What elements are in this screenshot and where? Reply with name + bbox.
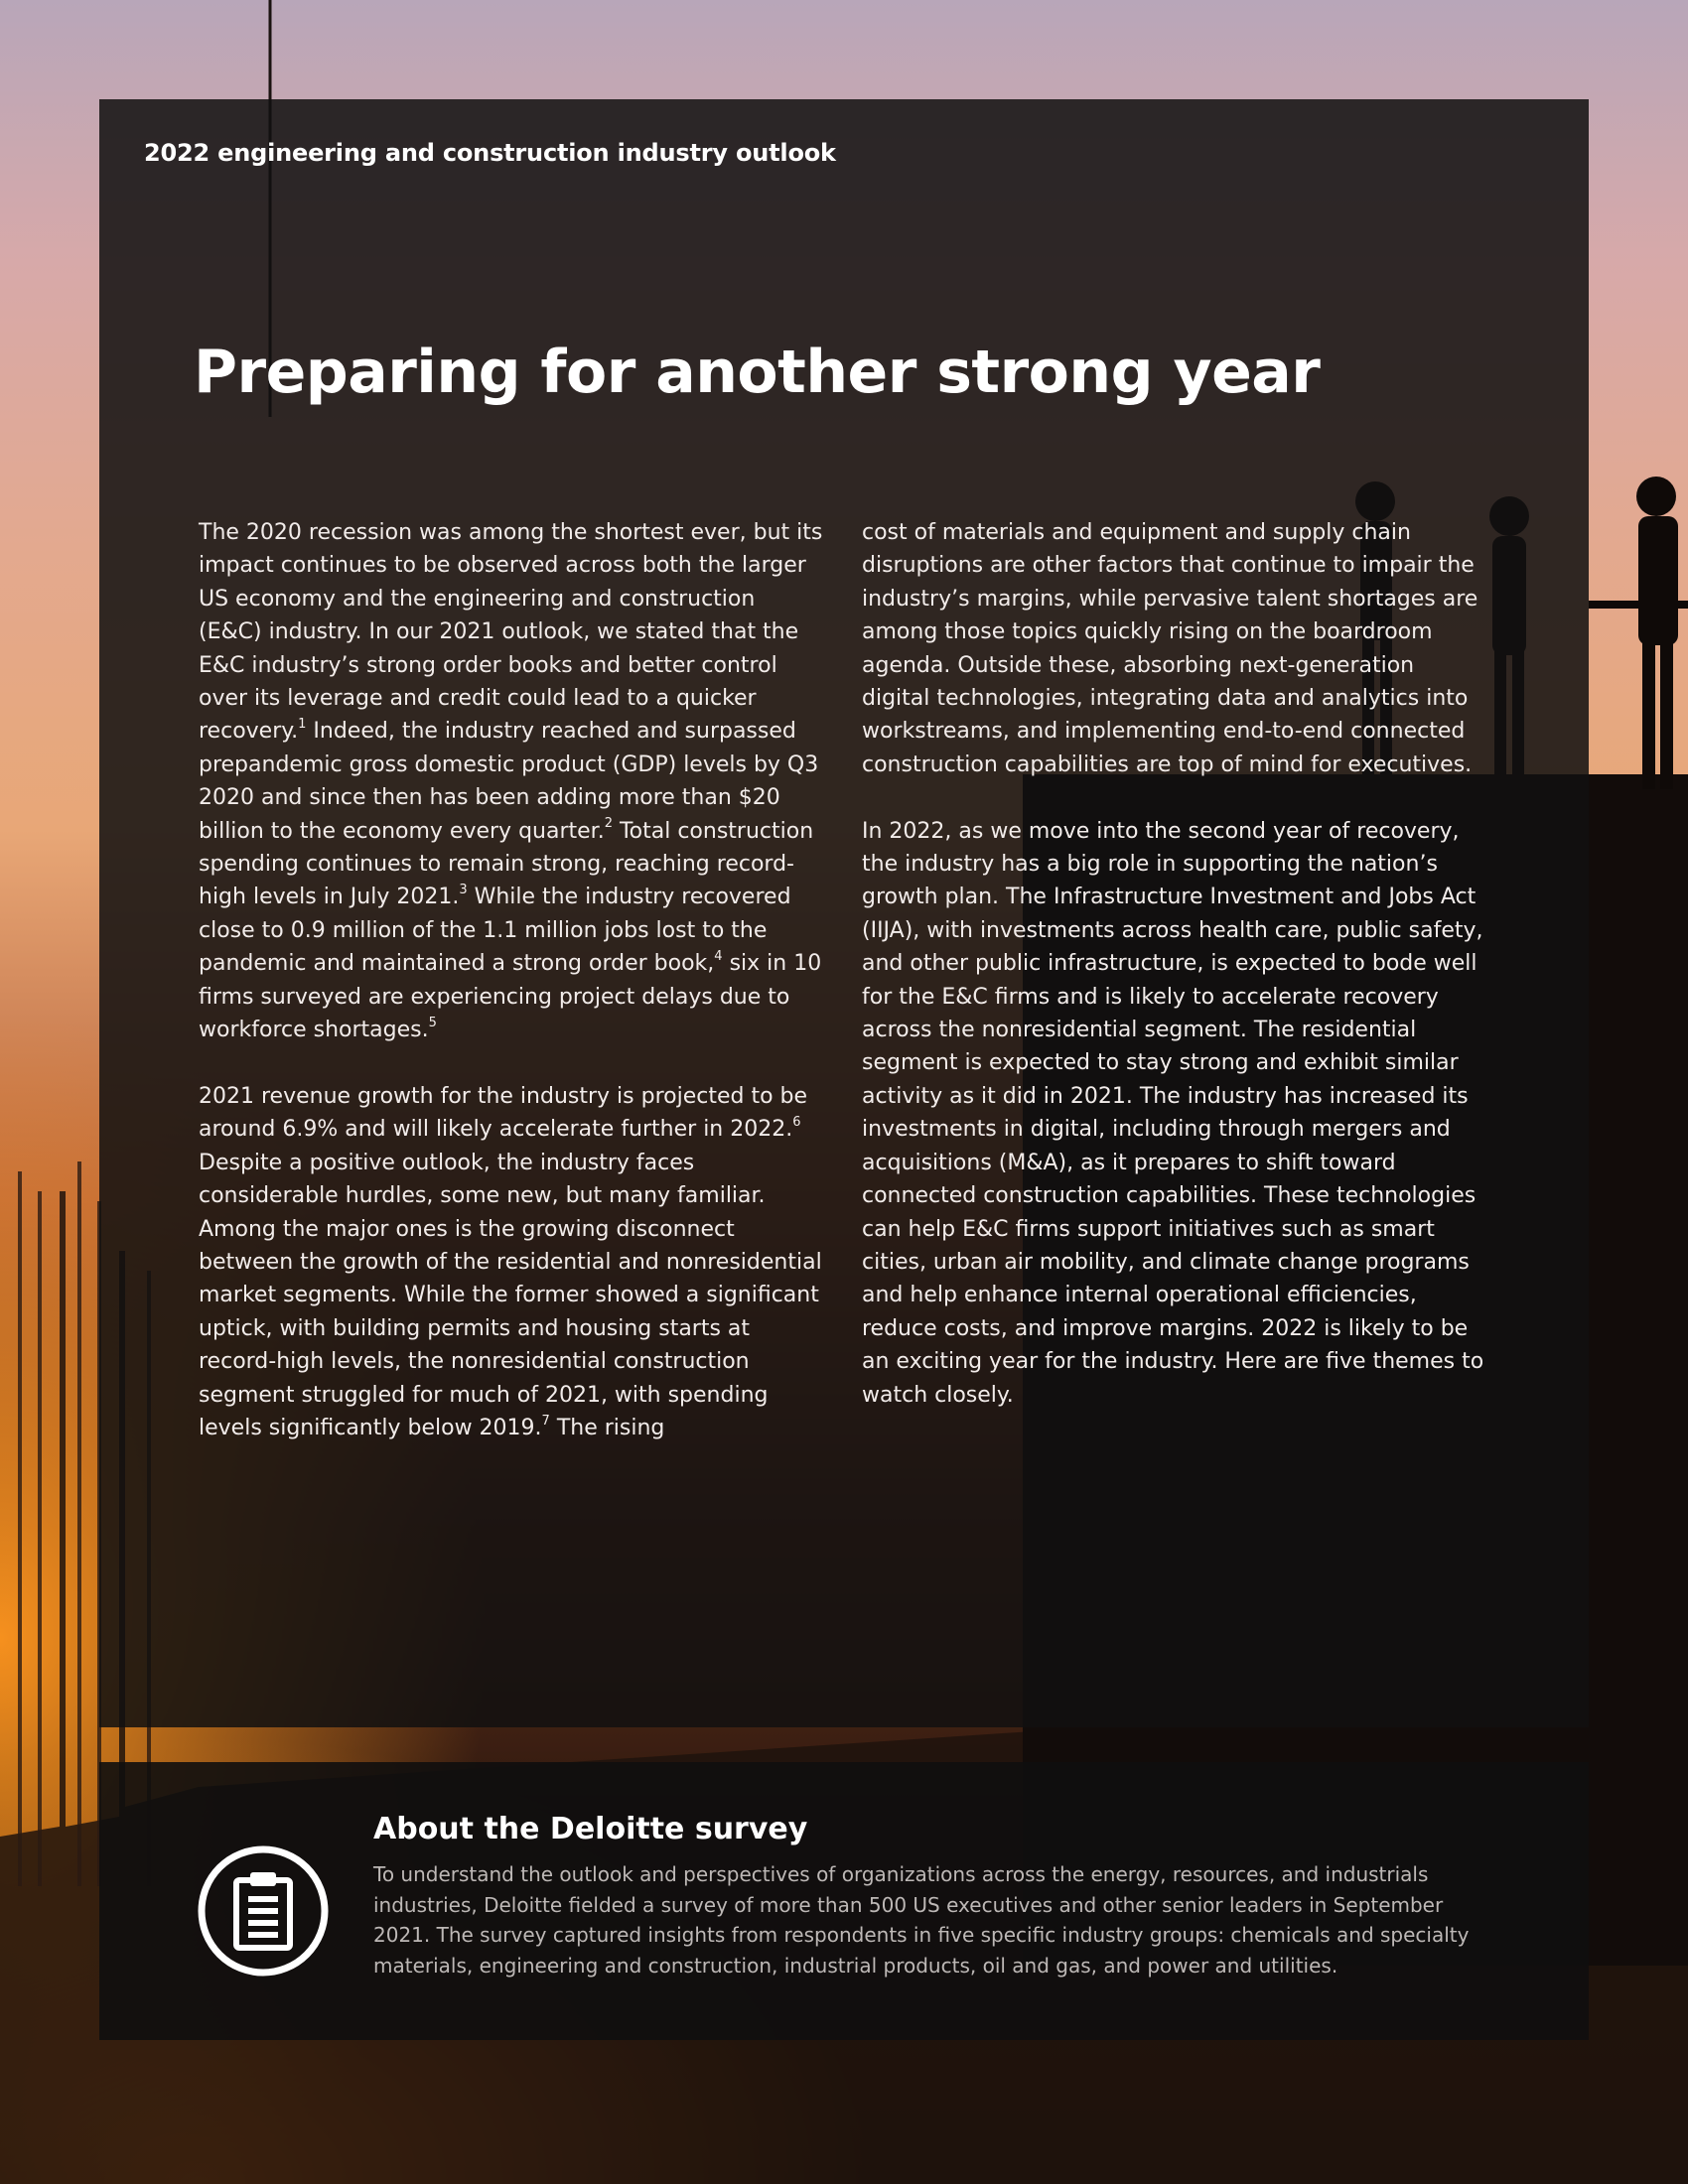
footnote-marker: 1 — [298, 717, 307, 733]
left-paragraph-2: 2021 revenue growth for the industry is projected to be around 6.9% and will likely accelerate further in 2022.$^6$ Despite a positive outlook, the industry faces considerable hurdles, some new, but many familiar. Among the major ones is the growing disconnect between the growth of the residential and nonresidential market segments. While the former showed a significant uptick, with building permits and housing starts at record-high levels, the nonresidential construction segment struggled for much of 2021, with spending levels significantly below 2019.$^7$ The rising — [199, 1083, 822, 1440]
survey-title: About the Deloitte survey — [373, 1812, 808, 1846]
running-header: 2022 engineering and construction industry outlook — [144, 139, 836, 167]
survey-body: To understand the outlook and perspectives of organizations across the energy, resources, and industrials industries, Deloitte fielded a survey of more than 500 US executives and other senior leaders in September 2021. The survey captured insights from respondents in five specific industry groups: chemicals and specialty materials, engineering and construction, industrial products, oil and gas, and power and utilities. — [373, 1862, 1470, 1978]
footnote-marker: 4 — [714, 948, 723, 964]
footnote-marker: 5 — [428, 1015, 437, 1030]
footnote-marker: 7 — [541, 1413, 550, 1429]
left-paragraph-1: The 2020 recession was among the shortest ever, but its impact continues to be observed across both the larger US economy and the engineering and construction (E&C) industry. In our 2021 outlook, we stated that the E&C industry’s strong order books and better control over its leverage and credit could lead to a quicker recovery.$^1$ Indeed, the industry reached and surpassed prepandemic gross domestic product (GDP) levels by Q3 2020 and since then has been adding more than $20 billion to the economy every quarter.$^2$ Total construction spending continues to remain strong, reaching record-high levels in July 2021.$^3$ While the industry recovered close to 0.9 million of the 1.1 million jobs lost to the pandemic and maintained a strong order book,$^4$ six in 10 firms surveyed are experiencing project delays due to workforce shortages.$^5$ — [199, 520, 823, 1043]
footnote-marker: 2 — [604, 816, 613, 832]
left-column — [199, 516, 824, 1478]
right-paragraph-2: In 2022, as we move into the second year of recovery, the industry has a big role in supporting the nation’s growth plan. The Infrastructure Investment and Jobs Act (IIJA), with investments across health care, public safety, and other public infrastructure, is expected to bode well for the E&C firms and is likely to accelerate recovery across the nonresidential segment. The residential segment is expected to stay strong and exhibit similar activity as it did in 2021. The industry has increased its investments in digital, including through mergers and acquisitions (M&A), as it prepares to shift toward connected construction capabilities. These technologies can help E&C firms support initiatives such as smart cities, urban air mobility, and climate change programs and help enhance internal operational efficiencies, reduce costs, and improve margins. 2022 is likely to be an exciting year for the industry. Here are five themes to watch closely. — [862, 818, 1484, 1408]
clipboard-icon — [197, 1844, 330, 1978]
right-paragraph-1: cost of materials and equipment and supply chain disruptions are other factors that continue to impair the industry’s margins, while pervasive talent shortages are among those topics quickly rising on the boardroom agenda. Outside these, absorbing next-generation digital technologies, integrating data and analytics into workstreams, and implementing end-to-end connected construction capabilities are top of mind for executives. — [862, 520, 1478, 777]
right-column — [862, 516, 1487, 1444]
footnote-marker: 6 — [792, 1114, 801, 1130]
footnote-marker: 3 — [459, 883, 468, 898]
page-title: Preparing for another strong year — [194, 338, 1321, 407]
